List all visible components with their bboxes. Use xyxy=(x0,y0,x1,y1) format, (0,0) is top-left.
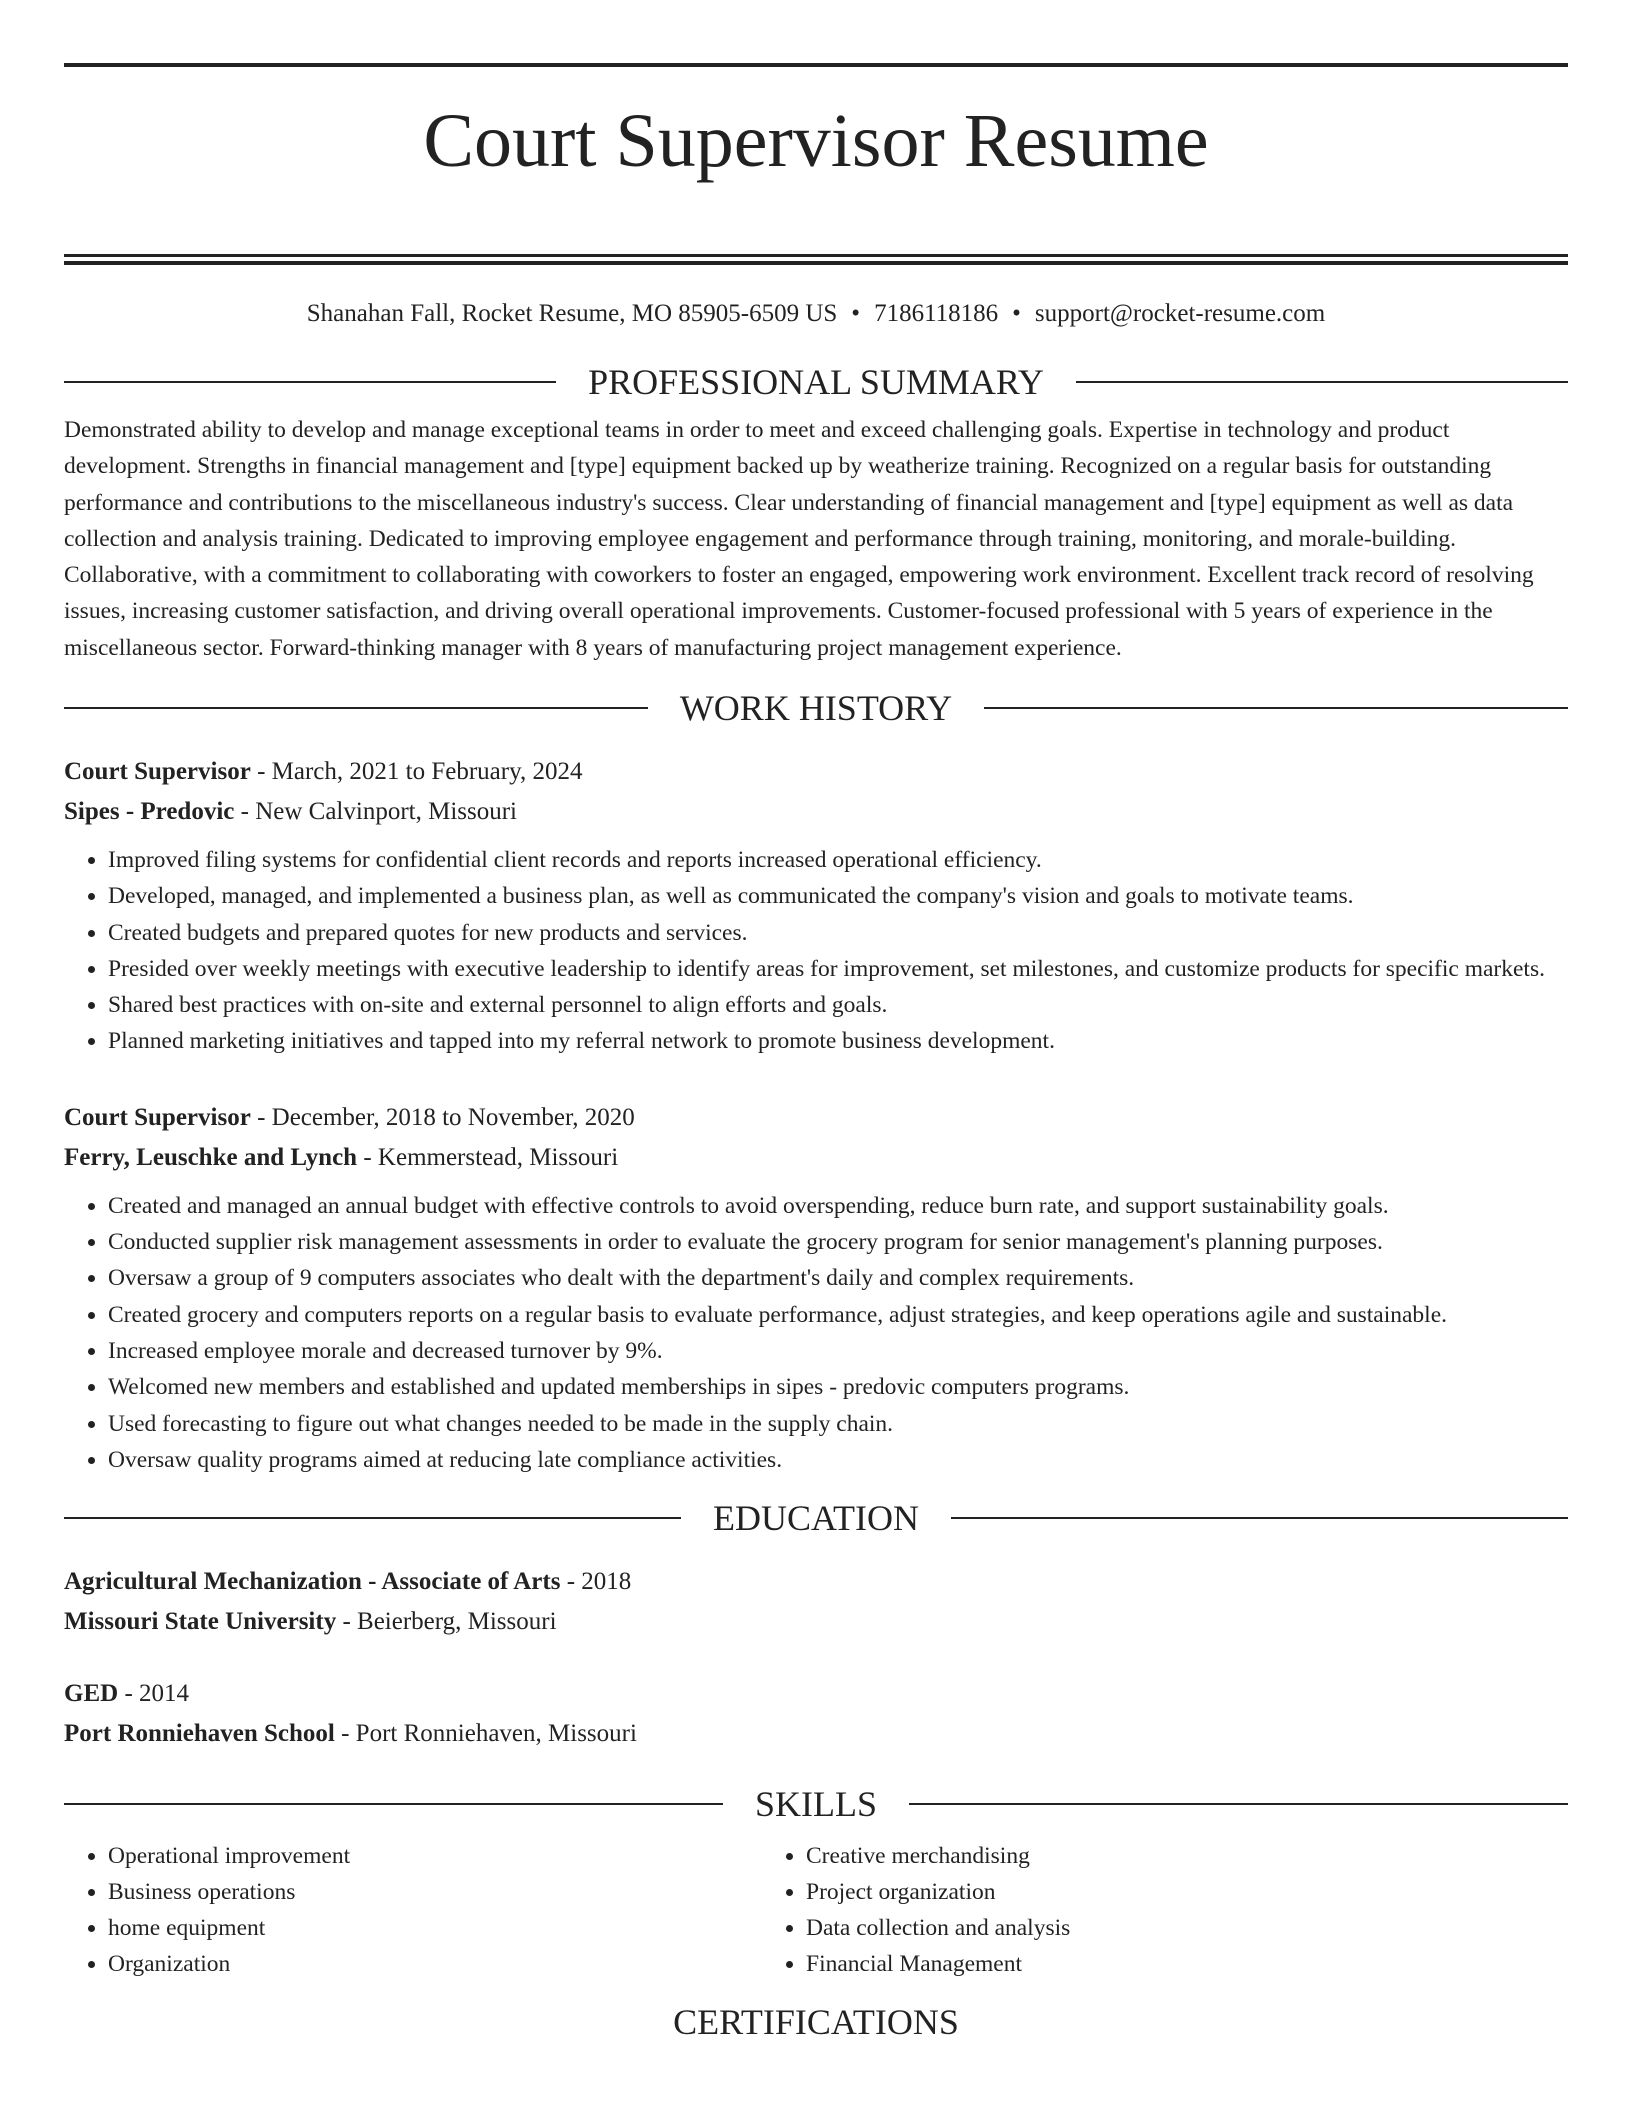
section-title: CERTIFICATIONS xyxy=(673,2002,959,2043)
job-location: - New Calvinport, Missouri xyxy=(234,797,517,825)
summary-paragraph: Demonstrated ability to develop and manage exceptional teams in order to meet and exceed challenging goals. Expertise in technology and product development. Strengths in financial management and [type] equipment backed up by weatherize training. Recognized on a regular basis for outstanding performance and contributions to the miscellaneous industry's success. Clear understanding of financial management and [type] equipment as well as data collection and analysis training. Dedicated to improving employee engagement and performance through training, monitoring, and morale-building. Collaborative, with a commitment to collaborating with coworkers to foster an engaged, empowering work environment. Excellent track record of resolving issues, increasing customer satisfaction, and driving overall operational improvements. Customer-focused professional with 5 years of experience in the miscellaneous sector. Forward-thinking manager with 8 years of manufacturing project management experience. xyxy=(64,416,1534,661)
section-heading-certifications xyxy=(64,2000,1568,2044)
list-item: • Shared best practices with on-site and external personnel to align efforts and goals. xyxy=(108,987,1568,1023)
education-school-line xyxy=(64,1714,1568,1754)
education-school: Missouri State University xyxy=(64,1608,337,1636)
heading-rule-left xyxy=(64,381,556,383)
job-title: Court Supervisor xyxy=(64,757,251,785)
job-entry xyxy=(64,752,1568,1060)
education-year: - 2014 xyxy=(118,1680,190,1708)
list-item: • Improved filing systems for confidential client records and reports increased operational efficiency. xyxy=(108,842,1568,878)
contact-separator: • xyxy=(1012,299,1021,327)
contact-email: support@rocket-resume.com xyxy=(1034,299,1326,327)
job-company-line xyxy=(64,1138,1568,1178)
list-item: • Presided over weekly meetings with executive leadership to identify areas for improvement, set milestones, and customize products for specific markets. xyxy=(108,951,1568,987)
heading-rule-left xyxy=(64,1803,723,1805)
heading-rule-right xyxy=(951,1517,1568,1519)
education-school: Port Ronniehaven School xyxy=(64,1720,335,1748)
list-item: • Created budgets and prepared quotes for new products and services. xyxy=(108,915,1568,951)
contact-phone: 7186118186 xyxy=(874,299,999,327)
job-title-line xyxy=(64,752,1568,792)
list-item: • Planned marketing initiatives and tapped into my referral network to promote business development. xyxy=(108,1023,1568,1059)
section-heading-education xyxy=(64,1496,1568,1540)
job-dates: - December, 2018 to November, 2020 xyxy=(250,1103,635,1131)
list-item: • Conducted supplier risk management assessments in order to evaluate the grocery program for senior management's planning purposes. xyxy=(108,1224,1568,1260)
title-double-rule xyxy=(64,254,1568,265)
list-item: • Creative merchandising xyxy=(806,1838,1502,1874)
section-title: EDUCATION xyxy=(713,1498,919,1539)
heading-rule-left xyxy=(64,1517,681,1519)
skills-list-left xyxy=(64,1838,762,1982)
list-item: • Oversaw a group of 9 computers associates who dealt with the department's daily and complex requirements. xyxy=(108,1260,1568,1296)
heading-rule-right xyxy=(984,707,1568,709)
list-item: • Welcomed new members and established and updated memberships in sipes - predovic computers programs. xyxy=(108,1369,1568,1405)
job-bullets xyxy=(64,1188,1568,1478)
job-dates: - March, 2021 to February, 2024 xyxy=(250,757,583,785)
education-degree: Agricultural Mechanization - Associate of Arts xyxy=(64,1568,561,1596)
section-heading-summary xyxy=(64,360,1568,404)
heading-rule-right xyxy=(1076,381,1568,383)
education-degree-line xyxy=(64,1562,1568,1602)
job-entry xyxy=(64,1098,1568,1478)
heading-rule-left xyxy=(64,707,648,709)
education-entry xyxy=(64,1674,1568,1754)
education-location: - Beierberg, Missouri xyxy=(336,1608,557,1636)
section-title: SKILLS xyxy=(755,1784,878,1825)
list-item: • Oversaw quality programs aimed at reducing late compliance activities. xyxy=(108,1442,1568,1478)
top-rule xyxy=(64,63,1568,67)
section-heading-work xyxy=(64,686,1568,730)
list-item: • Organization xyxy=(108,1946,762,1982)
list-item: • Developed, managed, and implemented a business plan, as well as communicated the company's vision and goals to motivate teams. xyxy=(108,878,1568,914)
heading-rule-right xyxy=(909,1803,1568,1805)
job-location: - Kemmerstead, Missouri xyxy=(357,1143,619,1171)
page-title: Court Supervisor Resume xyxy=(423,99,1209,183)
list-item: • Data collection and analysis xyxy=(806,1910,1502,1946)
list-item: • home equipment xyxy=(108,1910,762,1946)
education-location: - Port Ronniehaven, Missouri xyxy=(334,1720,637,1748)
education-degree-line xyxy=(64,1674,1568,1714)
list-item: • Increased employee morale and decreased turnover by 9%. xyxy=(108,1333,1568,1369)
job-title-line xyxy=(64,1098,1568,1138)
job-bullets xyxy=(64,842,1568,1060)
list-item: • Business operations xyxy=(108,1874,762,1910)
list-item: • Operational improvement xyxy=(108,1838,762,1874)
list-item: • Created grocery and computers reports on a regular basis to evaluate performance, adjust strategies, and keep operations agile and sustainable. xyxy=(108,1297,1568,1333)
section-heading-skills xyxy=(64,1782,1568,1826)
list-item: • Used forecasting to figure out what changes needed to be made in the supply chain. xyxy=(108,1406,1568,1442)
skills-list-right xyxy=(762,1838,1502,1982)
education-entry xyxy=(64,1562,1568,1642)
resume-page xyxy=(64,0,1568,2044)
education-year: - 2018 xyxy=(560,1568,632,1596)
list-item: • Financial Management xyxy=(806,1946,1502,1982)
education-degree: GED xyxy=(64,1680,119,1708)
contact-line xyxy=(64,298,1568,330)
contact-separator: • xyxy=(851,299,861,327)
job-title: Court Supervisor xyxy=(64,1103,251,1131)
section-title: PROFESSIONAL SUMMARY xyxy=(588,361,1044,402)
education-school-line xyxy=(64,1602,1568,1642)
job-company: Ferry, Leuschke and Lynch xyxy=(64,1143,358,1171)
job-company: Sipes - Predovic xyxy=(64,797,235,825)
skills-columns xyxy=(64,1838,1568,1982)
section-title: WORK HISTORY xyxy=(679,687,953,728)
list-item: • Project organization xyxy=(806,1874,1502,1910)
contact-address: Shanahan Fall, Rocket Resume, MO 85905-6509 US xyxy=(306,299,838,327)
list-item: • Created and managed an annual budget with effective controls to avoid overspending, reduce burn rate, and support sustainability goals. xyxy=(108,1188,1568,1224)
job-company-line xyxy=(64,792,1568,832)
